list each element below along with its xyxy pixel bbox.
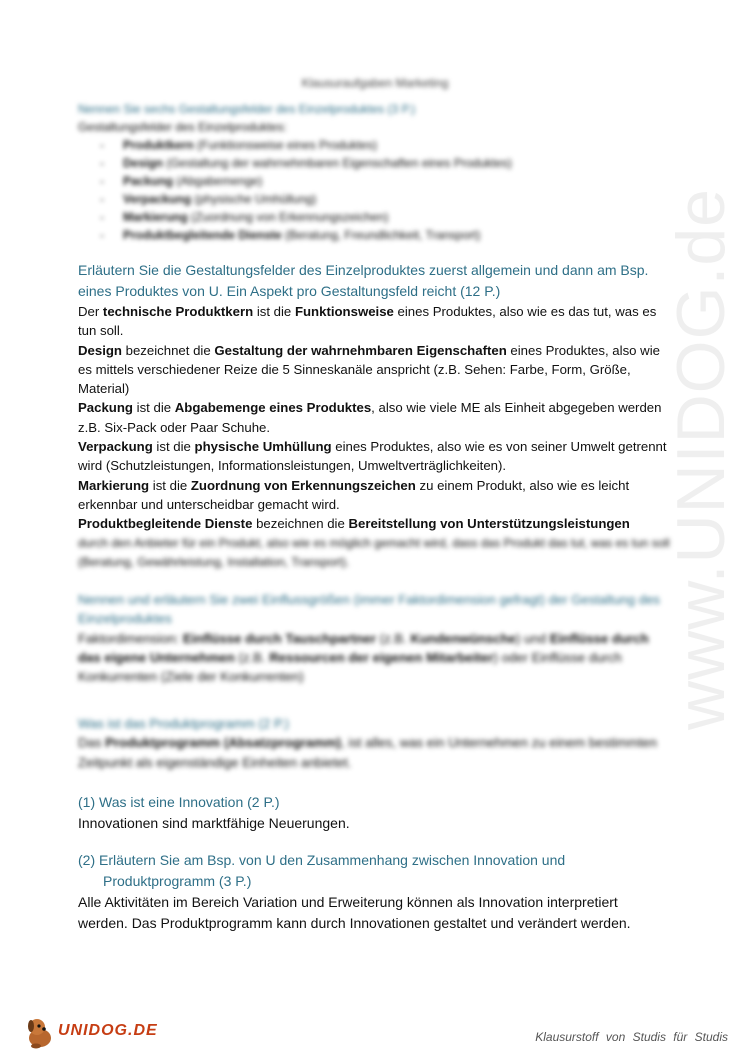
answer-6: Alle Aktivitäten im Bereich Variation und Erweiterung können als Innovation interpretiert werden. Das Produktprogramm kann durch Innovationen gestaltet und verändert werden. [78, 894, 631, 931]
list-item: - Design (Gestaltung der wahrnehmbaren Eigenschaften eines Produktes) [78, 154, 670, 172]
answer-5: Innovationen sind marktfähige Neuerungen. [78, 815, 350, 831]
watermark: www.UNIDOG.de [663, 188, 739, 730]
answer-4: Das Produktprogramm (Absatzprogramm), ist alles, was ein Unternehmen zu einem bestimmten Zeitpunkt als eigenständige Einheiten anbietet. [78, 735, 657, 770]
paragraph: Design bezeichnet die Gestaltung der wahrnehmbaren Eigenschaften eines Produktes, also wie es mittels verschiedener Reize die 5 Sinneskanäle anspricht (z.B. Sehen: Farbe, Form, Größe, Material) [78, 342, 660, 397]
paragraph: Markierung ist die Zuordnung von Erkennungszeichen zu einem Produkt, also wie es leicht erkennbar und unterscheidbar gemacht wird. [78, 477, 630, 512]
section-5 [78, 792, 670, 834]
dog-icon [22, 1012, 62, 1052]
question-1: Nennen Sie sechs Gestaltungsfelder des Einzelproduktes (3 P.) [78, 102, 416, 116]
list-item: - Packung (Abgabemenge) [78, 172, 670, 190]
footer-text: Klausurstoff von Studis für Studis [535, 1030, 728, 1044]
unidog-logo[interactable] [22, 1012, 158, 1052]
paragraph: Produktbegleitende Dienste bezeichnen die Bereitstellung von Unterstützungsleistungen [78, 516, 630, 532]
question-4: Was ist das Produktprogramm (2 P.) [78, 716, 290, 731]
question-6: (2) Erläutern Sie am Bsp. von U den Zusammenhang zwischen Innovation und Produktprogramm (3 P.) [78, 852, 566, 889]
answer-3: Faktordimension: Einflüsse durch Tauschpartner (z.B. Kundenwünsche) und Einflüsse durch das eigene Unternehmen (z.B. Ressourcen der eigenen Mitarbeiter) oder Einflüsse durch Konkurrenten (Ziele der Konkurrenten) [78, 630, 649, 685]
question-5: (1) Was ist eine Innovation (2 P.) [78, 794, 280, 810]
section-4 [78, 714, 670, 772]
list-item: - Verpackung (physische Umhüllung) [78, 190, 670, 208]
section-2 [78, 260, 670, 572]
list-item: - Markierung (Zuordnung von Erkennungszeichen) [78, 208, 670, 226]
list-item: - Produktkern (Funktionsweise eines Produktes) [78, 136, 670, 154]
question-2: Erläutern Sie die Gestaltungsfelder des Einzelproduktes zuerst allgemein und dann am Bsp. eines Produktes von U. Ein Aspekt pro Gestaltungsfeld reicht (12 P.) [78, 262, 649, 299]
question-3: Nennen und erläutern Sie zwei Einflussgrößen (immer Faktordimension gefragt) der Gestaltung des Einzelproduktes [78, 592, 661, 627]
section-1 [78, 100, 670, 244]
answer-2 [78, 302, 670, 534]
paragraph: Packung ist die Abgabemenge eines Produktes, also wie viele ME als Einheit abgegeben werden z.B. Six-Pack oder Paar Schuhe. [78, 400, 662, 435]
paragraph-blurred: durch den Anbieter für ein Produkt, also wie es möglich gemacht wird, dass das Produkt das tut, was es tun soll (Beratung, Gewährleistung, Installation, Transport). [78, 535, 670, 569]
list-item: - Produktbegleitende Dienste (Beratung, Freundlichkeit, Transport) [78, 226, 670, 244]
logo-text: UNIDOG.DE [58, 1022, 158, 1039]
section-1-intro: Gestaltungsfelder des Einzelproduktes: [78, 120, 287, 134]
paragraph: Der technische Produktkern ist die Funktionsweise eines Produktes, also wie es das tut, was es tun soll. [78, 304, 657, 339]
paragraph: Verpackung ist die physische Umhüllung eines Produktes, also wie es von seiner Umwelt getrennt wird (Schutzleistungen, Informationsleistungen, Umweltverträglichkeiten). [78, 439, 667, 474]
page-title: Klausuraufgaben Marketing [301, 76, 449, 90]
section-3 [78, 590, 670, 686]
section-6 [78, 850, 670, 934]
field-list [78, 136, 670, 244]
